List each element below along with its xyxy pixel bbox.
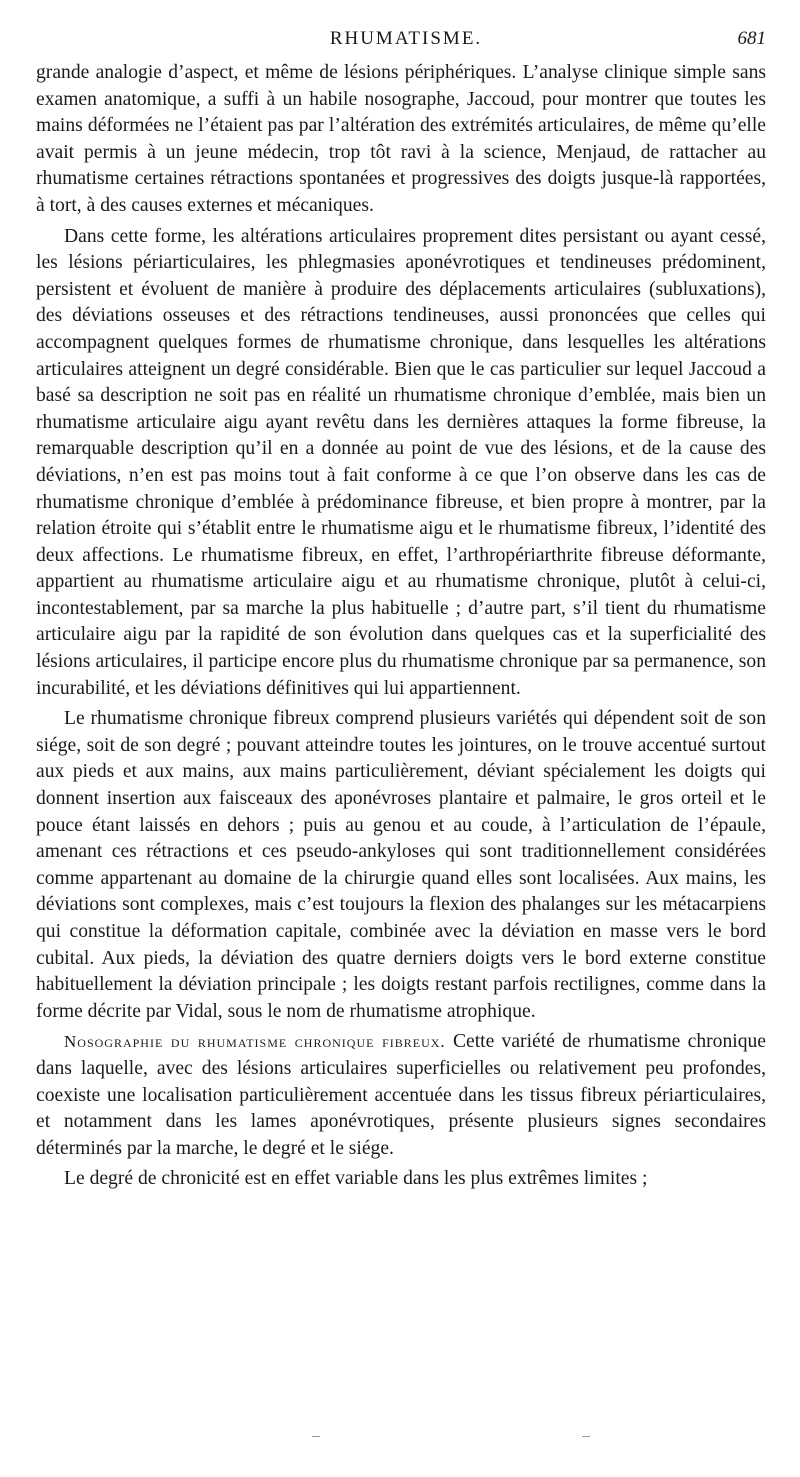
paragraph-1: grande analogie d’aspect, et même de lésions périphériques. L’analyse clinique simple sans examen anatomique, a suffi à un habile nosographe, Jaccoud, pour montrer que toutes les mains déformées ne l’étaient pas par l’altération des extrémités articulaires, de même qu’elle avait permis à un jeune médecin, trop tôt ravi à la science, Menjaud, de rattacher au rhumatisme certaines rétractions spontanées et progressives des doigts jusque-là rapportées, à tort, à des causes externes et mécaniques. [36, 62, 766, 216]
page-title: RHUMATISME. [329, 28, 483, 49]
footer-mark-right [582, 1436, 590, 1437]
paragraph-3: Le rhumatisme chronique fibreux comprend plusieurs variétés qui dépendent soit de son siége, soit de son degré ; pouvant atteindre toutes les jointures, on le trouve accentué surtout aux pieds et aux mains, aux mains particulièrement, déviant spécialement les doigts qui donnent insertion aux faisceaux des aponévroses plantaire et palmaire, le gros orteil et le pouce étant laissés en dehors ; puis au genou et au coude, à l’articulation de l’épaule, amenant ces rétractions et ces pseudo-ankyloses qui sont traditionnellement considérées comme appartenant au domaine de la chirurgie quand elles sont localisées. Aux mains, les déviations sont complexes, mais c’est toujours la flexion des phalanges sur les métacarpiens qui constitue la déformation capitale, combinée avec la déviation en masse vers le bord cubital. Aux pieds, la déviation des quatre derniers doigts vers le bord externe constitue habituellement la déviation principale ; les doigts restant parfois rectilignes, comme dans la forme décrite par Vidal, sous le nom de rhumatisme atrophique. [36, 708, 766, 1022]
body-text [36, 60, 766, 1193]
section-heading: Nosographie du rhumatisme chronique fibreux. [64, 1032, 446, 1052]
page-number: 681 [737, 28, 766, 49]
paragraph-4 [36, 1029, 766, 1162]
paragraph-2: Dans cette forme, les altérations articulaires proprement dites persistant ou ayant cessé, les lésions périarticulaires, les phlegmasies aponévrotiques et tendineuses prédominent, persistent et évoluent de manière à produire des déplacements articulaires (subluxations), des déviations osseuses et des rétractions tendineuses, aussi prononcées que celles qui accompagnent quelques formes de rhumatisme chronique, dans lesquelles les altérations articulaires atteignent un degré considérable. Bien que le cas particulier sur lequel Jaccoud a basé sa description ne soit pas en réalité un rhumatisme chronique d’emblée, mais bien un rhumatisme articulaire aigu ayant revêtu dans les dernières attaques la forme fibreuse, la remarquable description qu’il en a donnée au point de vue des lésions, et de la cause des déviations, n’en est pas moins tout à fait conforme à ce que l’on observe dans les cas de rhumatisme chronique d’emblée à prédominance fibreuse, et bien propre à montrer, par la relation étroite qui s’établit entre le rhumatisme aigu et le rhumatisme fibreux, l’identité des deux affections. Le rhumatisme fibreux, en effet, l’arthropériarthrite fibreuse déformante, appartient au rhumatisme articulaire aigu et au rhumatisme chronique, plutôt à celui-ci, incontestablement, par sa marche la plus habituelle ; d’autre part, s’il tient du rhumatisme articulaire aigu par la rapidité de son évolution dans quelques cas et la superficialité des lésions articulaires, il participe encore plus du rhumatisme chronique par sa permanence, son incurabilité, et les déviations définitives qui lui appartiennent. [36, 225, 766, 699]
running-head [36, 28, 776, 58]
paragraph-5: Le degré de chronicité est en effet variable dans les plus extrêmes limites ; [64, 1168, 648, 1190]
paragraph-4-text: Cette variété de rhumatisme chronique dans laquelle, avec des lésions articulaires superficielles ou relativement peu profondes, coexiste une localisation particulièrement accentuée dans les tissus fibreux périarticulaires, et notamment dans les lames aponévrotiques, présente plusieurs signes secondaires déterminés par la marche, le degré et le siége. [36, 1031, 766, 1159]
footer-mark-left [312, 1436, 320, 1437]
footer-marks [0, 1436, 800, 1446]
